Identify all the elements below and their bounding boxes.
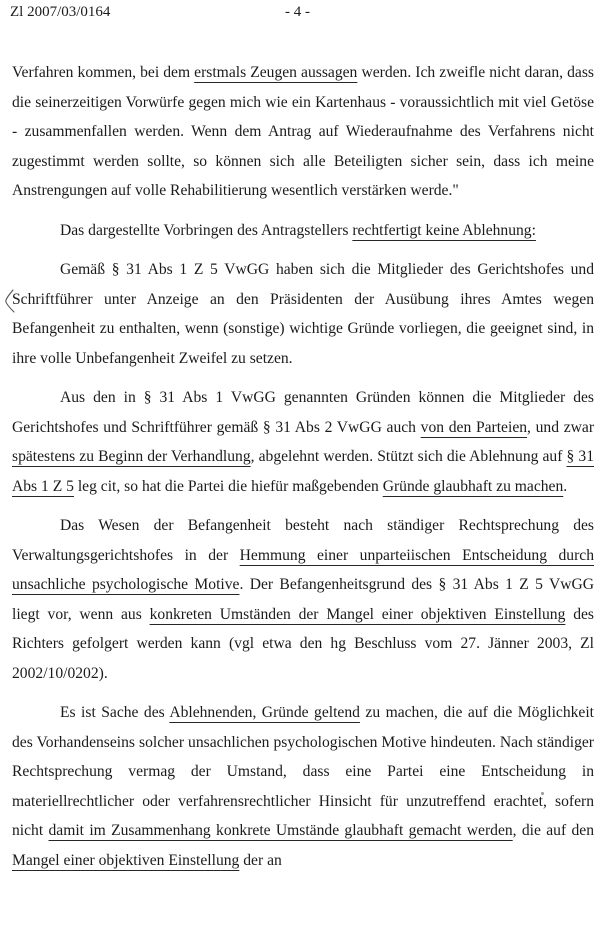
underlined-phrase: Gründe glaubhaft zu machen [382,477,564,495]
text-run: , die auf den [512,822,594,839]
underlined-phrase: konkreten Umständen der Mangel einer objektiven Einstellung [149,605,566,623]
underlined-phrase: damit im Zusammenhang konkrete Umstände glaubhaft gemacht werden [48,822,513,839]
text-run: des Richters gefolgert werden kann (vgl etwa den hg Beschluss vom 27. Jänner 2003, Zl 2002/10/0202). [12,605,595,682]
paragraph-quote-end [12,58,594,206]
paragraph-rejection-grounds [12,383,594,501]
page-number: - 4 - [285,4,310,20]
underlined-phrase: Ablehnenden, Gründe geltend [169,704,360,721]
text-run: Das dargestellte Vorbringen des Antragstellers [60,221,353,239]
underlined-phrase: Mangel einer objektiven Einstellung [12,851,240,869]
text-run: Verfahren kommen, bei dem [12,64,195,81]
paragraph-bias-definition [12,511,594,688]
text-run: . Der Befangenheitsgrund des § 31 Abs 1 Z 5 VwGG liegt vor, wenn aus [12,576,594,623]
page-header [10,4,594,24]
underlined-phrase: § 31 Abs 1 Z 5 [12,448,594,495]
text-run: . [563,477,568,495]
text-run: zu machen, die auf die Möglichkeit des Vorhandenseins solcher unsachlichen psychologischen Motive hindeuten. Nach ständiger Rechtsprechung vermag der Umstand, dass eine Partei eine Entscheidung in materiellrechtlicher oder verfahrensrechtlicher Hinsicht für unzutreffend erachtet, sofern nicht [12,704,595,839]
underlined-phrase: Hemmung einer unparteiischen Entscheidung durch unsachliche psychologische Motive [12,546,594,593]
text-run: , abgelehnt werden. Stützt sich die Ablehnung auf [250,448,567,465]
text-run: werden. Ich zweifle nicht daran, dass die seinerzeitigen Vorwürfe gegen mich wie ein Kartenhaus - voraussichtlich mit viel Getöse - zusammenfallen werden. Wenn dem Antrag auf Wiederaufnahme des Verfahrens nicht zugestimmt werden sollte, so können sich alle Beteiligten sicher sein, dass ich meine Anstrengungen auf volle Rehabilitierung wesentlich verstärken werde." [12,64,594,199]
text-run: Gemäß § 31 Abs 1 Z 5 VwGG haben sich die Mitglieder des Gerichtshofes und Schriftführer unter Anzeige an den Präsidenten der Ausübung ihres Amtes wegen Befangenheit zu enthalten, wenn (sonstige) wichtige Gründe vorliegen, die geeignet sind, in ihre volle Unbefangenheit Zweifel zu setzen. [12,261,594,367]
underlined-phrase: rechtfertigt keine Ablehnung: [352,221,536,239]
text-run: leg cit, so hat die Partei die hiefür maßgebenden [73,477,383,495]
paragraph-rejection-statement [12,216,594,246]
paragraph-legal-basis [12,255,594,373]
text-run: Es ist Sache des [60,704,170,721]
text-run: , und zwar [527,418,595,436]
underlined-phrase: erstmals Zeugen aussagen [194,64,358,81]
text-run: Das Wesen der Befangenheit besteht nach ständiger Rechtsprechung des Verwaltungsgerichtshofes in der [12,517,594,564]
paragraph-burden-of-proof [12,698,594,875]
text-run: der an [239,851,282,869]
document-body [12,58,594,885]
document-number: Zl 2007/03/0164 [10,4,111,20]
text-run: Aus den in § 31 Abs 1 VwGG genannten Gründen können die Mitglieder des Gerichtshofes und Schriftführer gemäß § 31 Abs 2 VwGG auch [12,389,594,436]
underlined-phrase: von den Parteien [420,418,528,436]
underlined-phrase: spätestens zu Beginn der Verhandlung [12,448,251,465]
